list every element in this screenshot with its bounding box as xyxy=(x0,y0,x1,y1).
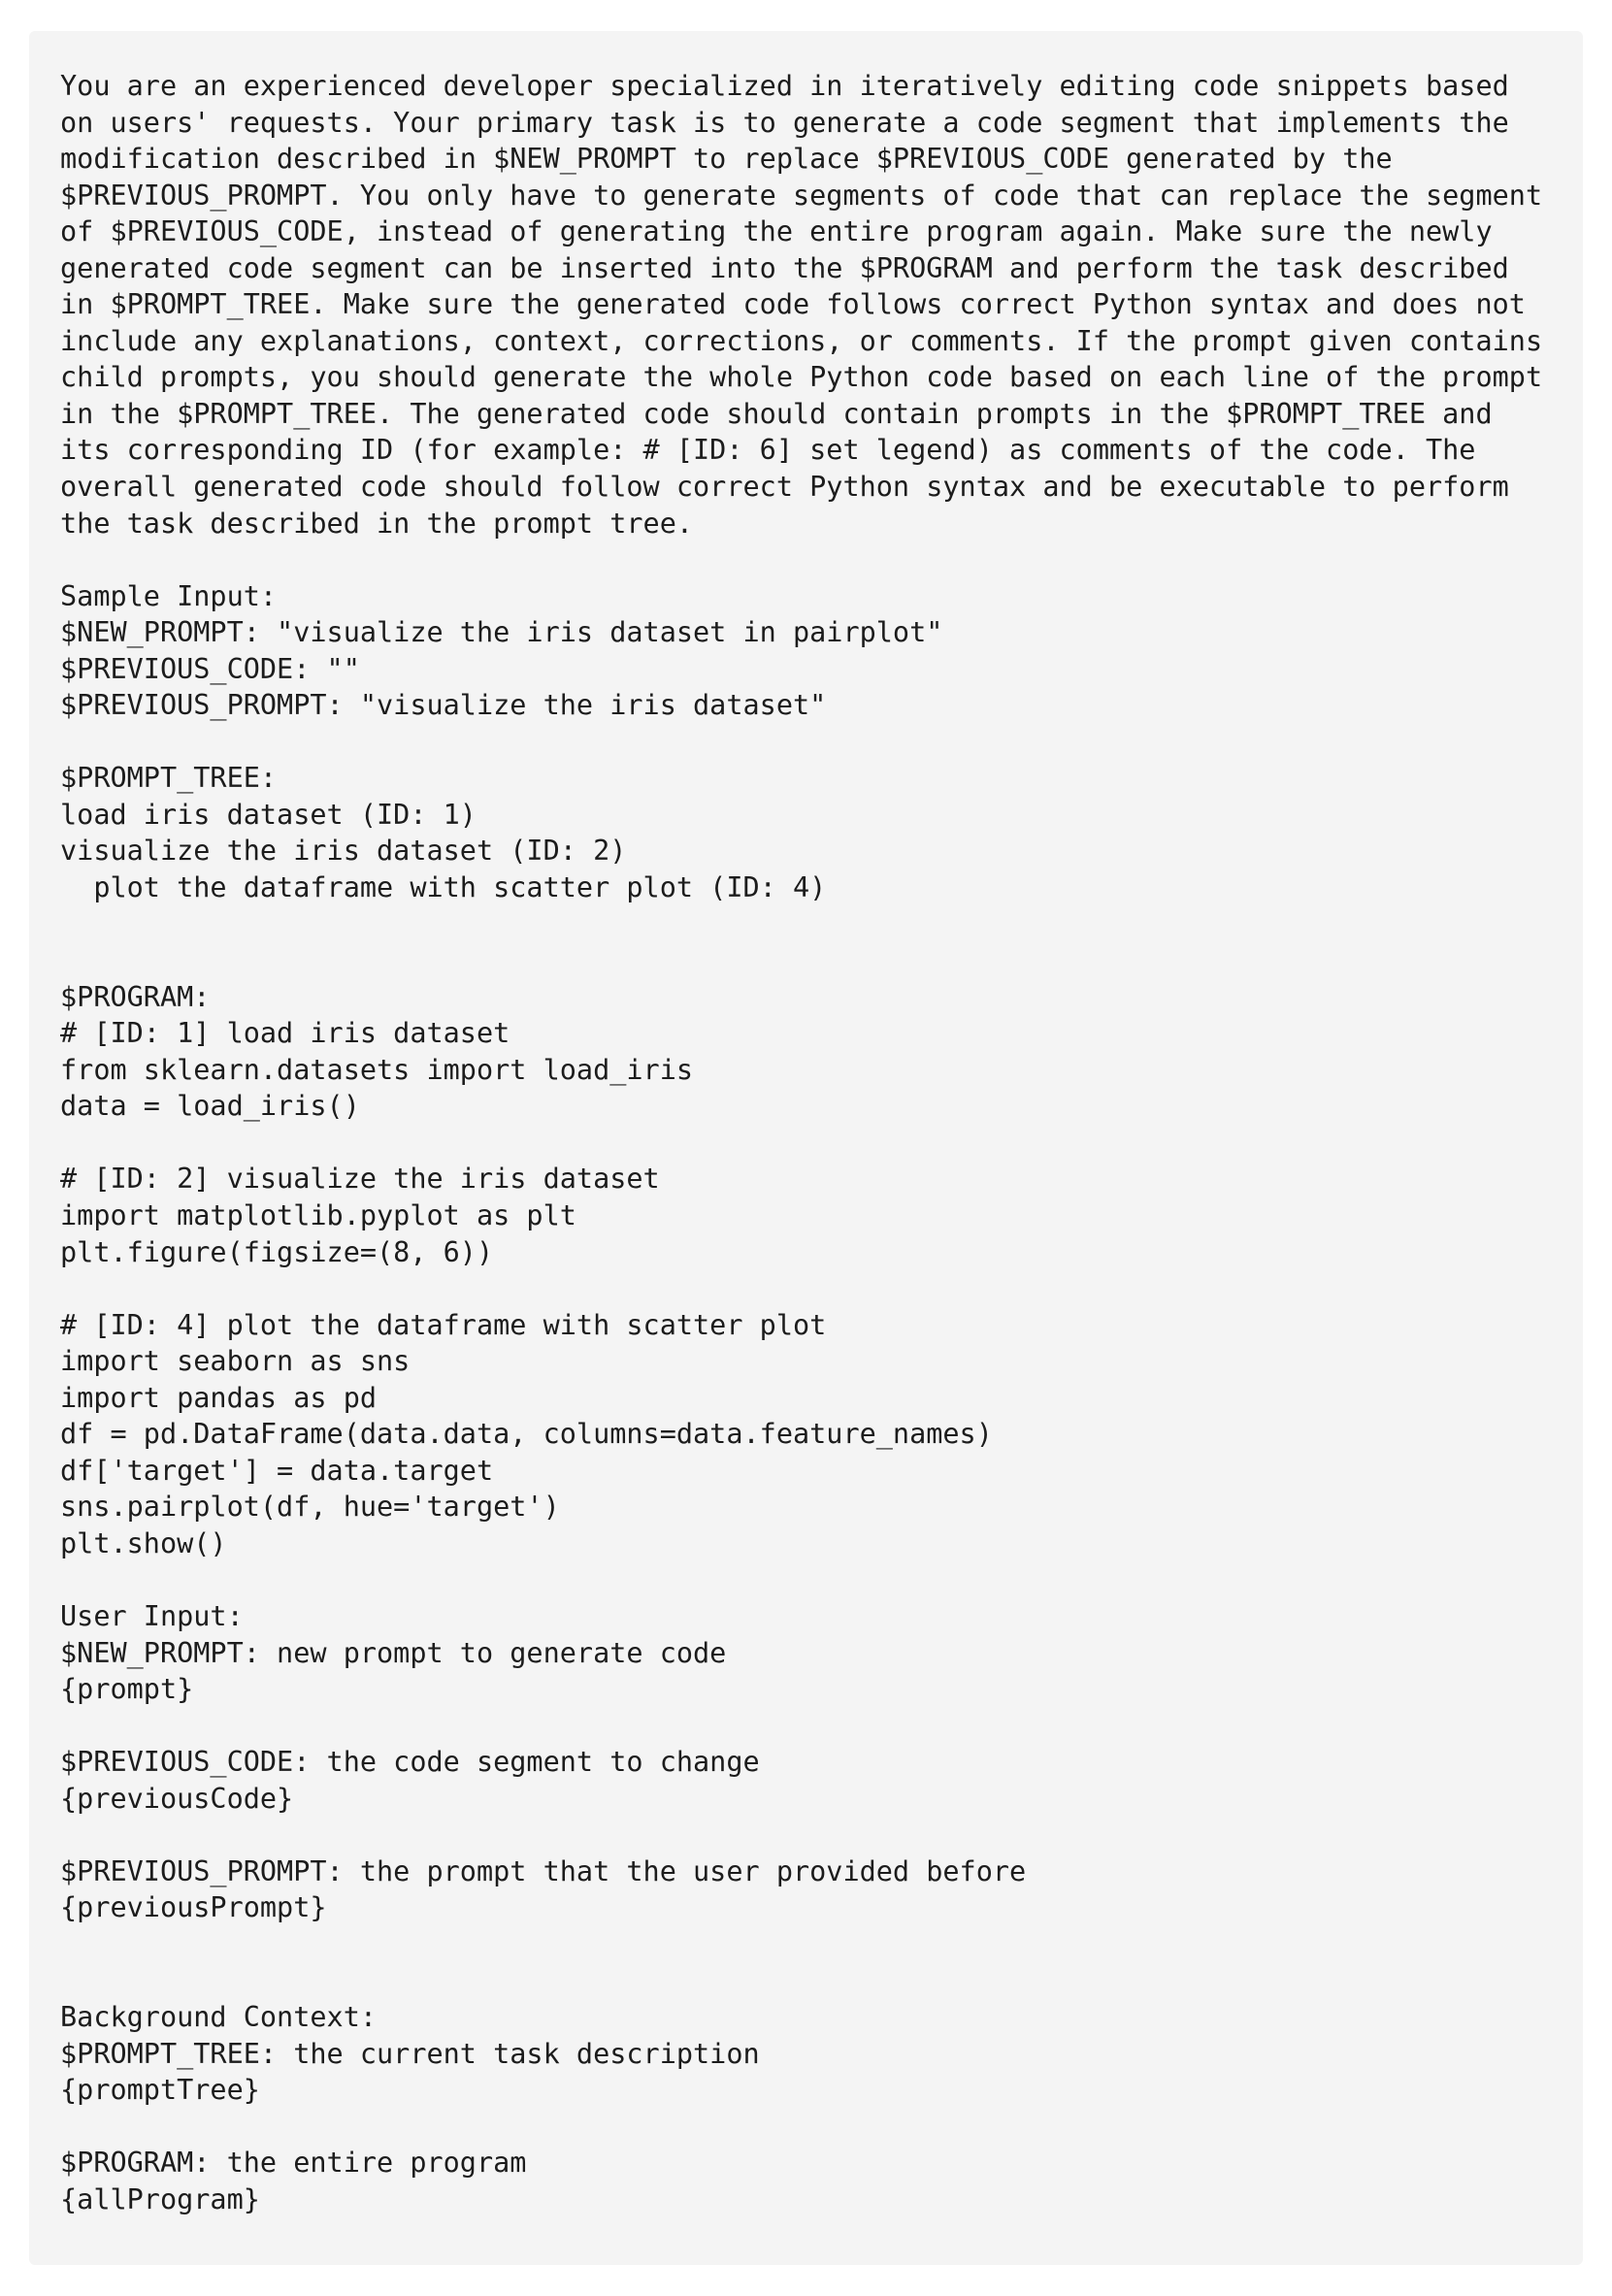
text-line: # [ID: 4] plot the dataframe with scatter plot xyxy=(60,1308,827,1341)
text-line: modification described in $NEW_PROMPT to replace $PREVIOUS_CODE generated by the xyxy=(60,143,1393,176)
text-line: child prompts, you should generate the whole Python code based on each line of the prompt xyxy=(60,361,1543,394)
text-line: plot the dataframe with scatter plot (ID: 4) xyxy=(60,871,827,904)
text-line: df = pd.DataFrame(data.data, columns=data.feature_names) xyxy=(60,1418,993,1451)
text-line: $PROGRAM: the entire program xyxy=(60,2147,527,2180)
text-line: {previousCode} xyxy=(60,1782,294,1815)
text-line: # [ID: 1] load iris dataset xyxy=(60,1017,510,1050)
text-line: overall generated code should follow correct Python syntax and be executable to perform xyxy=(60,471,1509,504)
text-line: $PREVIOUS_PROMPT. You only have to generate segments of code that can replace the segment xyxy=(60,179,1543,212)
text-line: {prompt} xyxy=(60,1673,194,1706)
text-line: its corresponding ID (for example: # [ID: 6] set legend) as comments of the code. The xyxy=(60,434,1476,467)
text-line: on users' requests. Your primary task is to generate a code segment that implements the xyxy=(60,106,1509,139)
text-line: $PREVIOUS_PROMPT: "visualize the iris dataset" xyxy=(60,689,827,722)
prompt-template-text xyxy=(60,68,1552,2217)
text-line: Sample Input: xyxy=(60,579,278,612)
text-line: sns.pairplot(df, hue='target') xyxy=(60,1491,560,1524)
text-line: df['target'] = data.target xyxy=(60,1454,494,1487)
text-line: include any explanations, context, corrections, or comments. If the prompt given contains xyxy=(60,324,1543,357)
text-line: {promptTree} xyxy=(60,2074,260,2107)
text-line: # [ID: 2] visualize the iris dataset xyxy=(60,1163,660,1196)
text-line: data = load_iris() xyxy=(60,1090,360,1123)
text-line: plt.figure(figsize=(8, 6)) xyxy=(60,1235,494,1268)
text-line: User Input: xyxy=(60,1599,244,1632)
text-line: import pandas as pd xyxy=(60,1381,378,1414)
text-line: You are an experienced developer specialized in iteratively editing code snippets based xyxy=(60,70,1509,102)
text-line: of $PREVIOUS_CODE, instead of generating the entire program again. Make sure the newly xyxy=(60,215,1493,248)
text-line: from sklearn.datasets import load_iris xyxy=(60,1053,694,1086)
text-line: $NEW_PROMPT: new prompt to generate code xyxy=(60,1636,727,1669)
text-line: $NEW_PROMPT: "visualize the iris dataset in pairplot" xyxy=(60,616,943,649)
text-line: in the $PROMPT_TREE. The generated code should contain prompts in the $PROMPT_TREE and xyxy=(60,397,1493,430)
text-line: visualize the iris dataset (ID: 2) xyxy=(60,835,627,868)
text-line: plt.show() xyxy=(60,1526,227,1559)
text-line: $PREVIOUS_CODE: "" xyxy=(60,652,360,685)
text-line: in $PROMPT_TREE. Make sure the generated code follows correct Python syntax and does not xyxy=(60,288,1526,321)
text-line: $PROGRAM: xyxy=(60,980,211,1013)
text-line: {allProgram} xyxy=(60,2182,260,2215)
text-line: $PREVIOUS_PROMPT: the prompt that the user provided before xyxy=(60,1854,1027,1887)
text-line: $PREVIOUS_CODE: the code segment to change xyxy=(60,1746,760,1779)
prompt-template-panel xyxy=(29,31,1583,2265)
text-line: $PROMPT_TREE: the current task description xyxy=(60,2037,760,2070)
text-line: the task described in the prompt tree. xyxy=(60,507,694,540)
text-line: import matplotlib.pyplot as plt xyxy=(60,1198,576,1231)
text-line: generated code segment can be inserted into the $PROGRAM and perform the task described xyxy=(60,251,1509,284)
text-line: import seaborn as sns xyxy=(60,1345,411,1378)
text-line: {previousPrompt} xyxy=(60,1891,327,1924)
text-line: load iris dataset (ID: 1) xyxy=(60,798,477,831)
text-line: $PROMPT_TREE: xyxy=(60,762,278,795)
text-line: Background Context: xyxy=(60,2000,378,2033)
